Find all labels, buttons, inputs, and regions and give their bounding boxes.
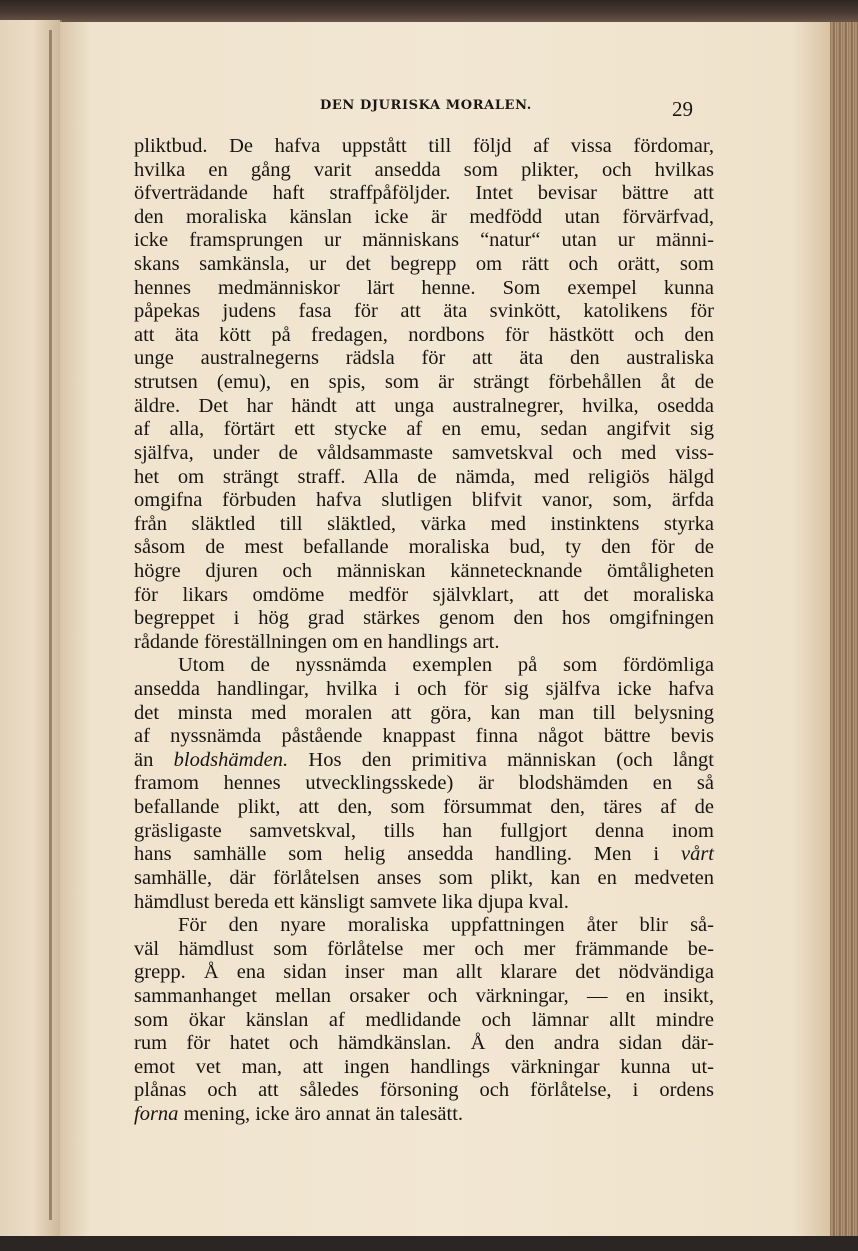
- text-line: icke framsprungen ur människans “natur“ utan ur männi-: [134, 229, 714, 252]
- italic-word: forna: [134, 1102, 179, 1125]
- text-line: af alla, förtärt ett stycke af en emu, sedan angifvit sig: [134, 418, 714, 441]
- italic-word: blodshämden.: [173, 748, 289, 771]
- text-line: pliktbud. De hafva uppstått till följd af vissa fördomar,: [134, 135, 714, 157]
- book-binding-bottom: [0, 1236, 858, 1251]
- text-line: öfverträdande haft straffpåföljder. Intet bevisar bättre att: [134, 182, 714, 205]
- text-line: [134, 749, 714, 773]
- text-line: framom hennes utvecklingsskede) är blodshämden en så: [134, 772, 714, 795]
- text-line: befallande plikt, att den, som försummat den, täres af de: [134, 796, 714, 819]
- text-line: [134, 1103, 714, 1127]
- text-line: väl hämdlust som förlåtelse mer och mer främmande be-: [134, 937, 714, 960]
- text-line: äldre. Det har händt att unga australnegrer, hvilka, osedda: [134, 394, 714, 417]
- text-line: omgifna förbuden hafva slutligen blifvit vanor, som, ärfda: [134, 489, 714, 512]
- text-line: den moraliska känslan icke är medfödd utan förvärfvad,: [134, 205, 714, 228]
- text-run: mening, icke äro annat än talesätt.: [178, 1102, 464, 1125]
- text-run: Hos den primitiva människan (och långt: [288, 748, 714, 771]
- text-line: rum för hatet och hämdkänslan. Å den andra sidan där-: [134, 1032, 714, 1055]
- text-line: strutsen (emu), en spis, som är strängt förbehållen åt de: [134, 371, 714, 394]
- text-line: det minsta med moralen att göra, kan man till belysning: [134, 701, 714, 724]
- text-line: begreppet i hög grad stärkes genom den hos omgifningen: [134, 607, 714, 630]
- text-line: gräsligaste samvetskval, tills han fullgjort denna inom: [134, 819, 714, 842]
- text-line: emot vet man, att ingen handlings värkningar kunna ut-: [134, 1055, 714, 1078]
- gutter-line: [49, 30, 52, 1220]
- text-line: Utom de nyssnämda exemplen på som fördömliga: [178, 654, 714, 677]
- text-line: grepp. Å ena sidan inser man allt klarare det nödvändiga: [134, 961, 714, 984]
- text-run: hans samhälle som helig ansedda handling. Men i: [134, 843, 681, 866]
- italic-word: vårt: [680, 843, 714, 866]
- page-number: 29: [672, 97, 693, 121]
- text-line: unge australnegerns rädsla för att äta den australiska: [134, 347, 714, 370]
- text-line: samhälle, där förlåtelsen anses som plikt, kan en medveten: [134, 866, 714, 889]
- text-line: het om strängt straff. Alla de nämda, med religiös hälgd: [134, 465, 714, 488]
- left-page-edge: [0, 20, 62, 1238]
- book-binding-top: [0, 0, 858, 22]
- text-line: som ökar känslan af medlidande och lämnar allt mindre: [134, 1008, 714, 1031]
- text-line: att äta kött på fredagen, nordbons för hästkött och den: [134, 323, 714, 346]
- text-line: själfva, under de våldsammaste samvetskval och med viss-: [134, 441, 714, 464]
- text-line: af nyssnämda påstående knappast finna något bättre bevis: [134, 725, 714, 748]
- body-text: [134, 135, 714, 1127]
- text-line: rådande föreställningen om en handlings art.: [134, 630, 500, 653]
- text-line: [134, 843, 714, 867]
- running-title: DEN DJURISKA MORALEN.: [320, 98, 532, 113]
- text-line: skans samkänsla, ur det begrepp om rätt och orätt, som: [134, 253, 714, 276]
- text-line: För den nyare moraliska uppfattningen åter blir så-: [178, 914, 714, 937]
- text-line: hennes medmänniskor lärt henne. Som exempel kunna: [134, 276, 714, 299]
- text-line: från släktled till släktled, värka med instinktens styrka: [134, 512, 714, 535]
- text-line: plånas och att således försoning och förlåtelse, i ordens: [134, 1079, 714, 1102]
- text-line: sammanhanget mellan orsaker och värkningar, — en insikt,: [134, 984, 714, 1007]
- text-line: hvilka en gång varit ansedda som plikter, och hvilkas: [134, 158, 714, 181]
- text-line: högre djuren och människan kännetecknande ömtåligheten: [134, 559, 714, 582]
- text-line: för likars omdöme medför självklart, att det moraliska: [134, 583, 714, 606]
- text-line: såsom de mest befallande moraliska bud, ty den för de: [134, 536, 714, 559]
- text-line: påpekas judens fasa för att äta svinkött, katolikens för: [134, 300, 714, 323]
- text-line: ansedda handlingar, hvilka i och för sig själfva icke hafva: [134, 678, 714, 701]
- page-stack-edge: [830, 22, 858, 1236]
- text-line: hämdlust bereda ett känsligt samvete lika djupa kval.: [134, 890, 569, 913]
- text-run: än: [134, 748, 174, 771]
